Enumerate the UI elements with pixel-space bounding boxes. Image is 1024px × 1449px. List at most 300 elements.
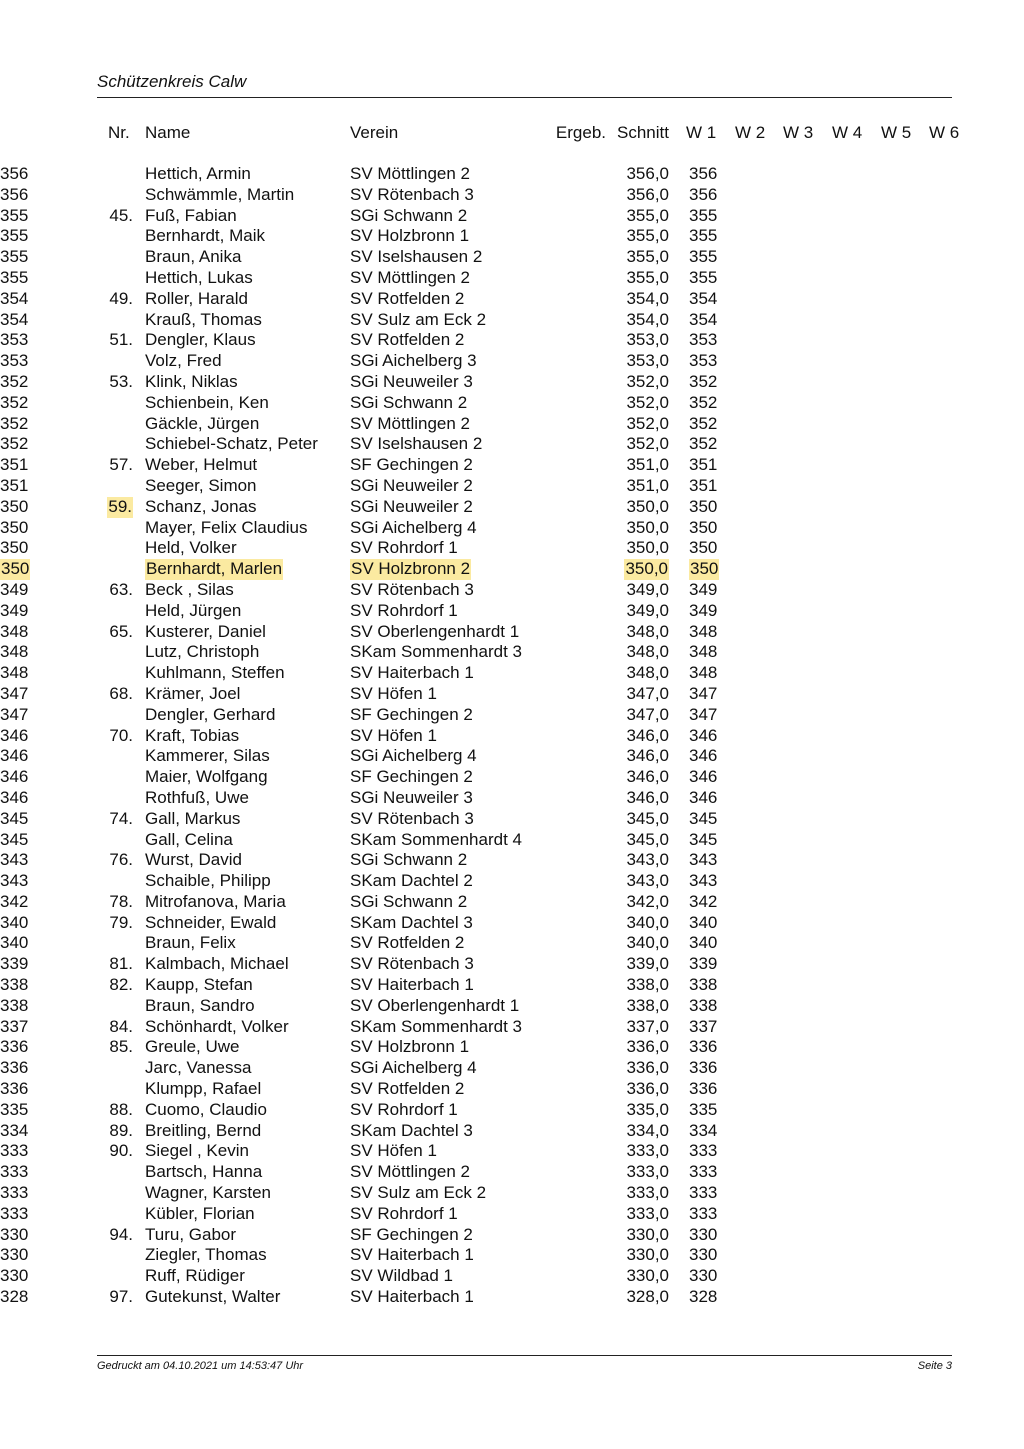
cell-ergeb: 328 — [0, 1287, 29, 1307]
cell-verein: SKam Sommenhardt 4 — [350, 829, 522, 849]
cell-name: Kalmbach, Michael — [145, 954, 289, 974]
cell-schnitt: 351,0 — [626, 455, 669, 475]
cell-ergeb: 356 — [0, 164, 29, 183]
cell-verein: SV Iselshausen 2 — [350, 434, 483, 454]
cell-name: Mayer, Felix Claudius — [145, 517, 308, 537]
cell-w1: 350 — [690, 559, 719, 579]
cell-schnitt: 330,0 — [626, 1224, 669, 1244]
table-row — [0, 1225, 1024, 1246]
cell-w1: 349 — [689, 600, 718, 620]
cell-ergeb: 339 — [0, 954, 29, 974]
cell-w1: 340 — [689, 912, 718, 932]
table-row — [0, 726, 1024, 747]
cell-name: Weber, Helmut — [145, 455, 258, 475]
cell-verein: SV Möttlingen 2 — [350, 164, 471, 183]
cell-ergeb: 337 — [0, 1016, 29, 1036]
cell-w1: 333 — [689, 1183, 718, 1203]
column-header-w5: W 5 — [881, 123, 912, 142]
cell-schnitt: 348,0 — [626, 642, 669, 662]
cell-verein: SV Oberlengenhardt 1 — [350, 995, 520, 1015]
cell-name: Klumpp, Rafael — [145, 1079, 262, 1099]
cell-schnitt: 355,0 — [626, 226, 669, 246]
cell-ergeb: 334 — [0, 1120, 29, 1140]
cell-verein: SF Gechingen 2 — [350, 704, 473, 724]
cell-schnitt: 347,0 — [626, 704, 669, 724]
table-row — [0, 164, 1024, 185]
cell-schnitt: 350,0 — [626, 517, 669, 537]
cell-name: Fuß, Fabian — [145, 205, 237, 225]
cell-ergeb: 346 — [0, 767, 29, 787]
cell-name: Wagner, Karsten — [145, 1183, 271, 1203]
cell-schnitt: 348,0 — [626, 663, 669, 683]
cell-verein: SF Gechingen 2 — [350, 455, 473, 475]
table-row — [0, 497, 1024, 518]
cell-name: Braun, Anika — [145, 247, 242, 267]
cell-verein: SV Möttlingen 2 — [350, 413, 471, 433]
cell-ergeb: 355 — [0, 247, 29, 267]
cell-schnitt: 347,0 — [626, 683, 669, 703]
column-header-w1: W 1 — [686, 123, 717, 142]
table-row — [0, 767, 1024, 788]
table-row — [0, 559, 1024, 580]
cell-name: Kaupp, Stefan — [145, 975, 253, 995]
cell-name: Hettich, Lukas — [145, 267, 253, 287]
table-row — [0, 663, 1024, 684]
cell-verein: SGi Neuweiler 3 — [350, 787, 473, 807]
cell-w1: 339 — [689, 954, 718, 974]
cell-name: Held, Volker — [145, 538, 237, 558]
cell-verein: SKam Sommenhardt 3 — [350, 642, 522, 662]
cell-w1: 351 — [689, 475, 718, 495]
cell-name: Beck , Silas — [145, 579, 234, 599]
cell-schnitt: 351,0 — [626, 475, 669, 495]
cell-verein: SV Haiterbach 1 — [350, 663, 474, 683]
cell-ergeb: 348 — [0, 642, 29, 662]
cell-name: Krauß, Thomas — [145, 309, 262, 329]
table-row — [0, 1141, 1024, 1162]
cell-w1: 347 — [689, 683, 718, 703]
table-row — [0, 975, 1024, 996]
cell-verein: SF Gechingen 2 — [350, 767, 473, 787]
cell-verein: SGi Aichelberg 4 — [350, 517, 477, 537]
cell-schnitt: 333,0 — [626, 1141, 669, 1161]
cell-name: Dengler, Gerhard — [145, 704, 276, 724]
cell-ergeb: 335 — [0, 1099, 29, 1119]
table-row — [0, 1121, 1024, 1142]
cell-schnitt: 338,0 — [626, 975, 669, 995]
table-row — [0, 1100, 1024, 1121]
cell-w1: 346 — [689, 767, 718, 787]
cell-name: Gutekunst, Walter — [145, 1287, 281, 1307]
cell-w1: 342 — [689, 891, 718, 911]
table-row — [0, 684, 1024, 705]
cell-ergeb: 355 — [0, 226, 29, 246]
table-row — [0, 830, 1024, 851]
cell-name: Breitling, Bernd — [145, 1120, 262, 1140]
cell-ergeb: 347 — [0, 683, 29, 703]
cell-schnitt: 345,0 — [626, 808, 669, 828]
cell-ergeb: 340 — [0, 933, 29, 953]
cell-name: Lutz, Christoph — [145, 642, 260, 662]
cell-schnitt: 355,0 — [626, 205, 669, 225]
cell-name: Bartsch, Hanna — [145, 1162, 263, 1182]
cell-w1: 352 — [689, 371, 718, 391]
cell-verein: SGi Schwann 2 — [350, 891, 468, 911]
cell-ergeb: 350 — [0, 517, 29, 537]
cell-schnitt: 356,0 — [626, 184, 669, 204]
cell-verein: SKam Sommenhardt 3 — [350, 1016, 522, 1036]
cell-w1: 354 — [689, 288, 718, 308]
cell-w1: 352 — [689, 392, 718, 412]
cell-name: Schwämmle, Martin — [145, 184, 295, 204]
cell-name: Volz, Fred — [145, 351, 222, 371]
cell-schnitt: 352,0 — [626, 392, 669, 412]
cell-nr: 68. — [109, 683, 133, 703]
table-row — [0, 913, 1024, 934]
cell-name: Rothfuß, Uwe — [145, 787, 249, 807]
cell-schnitt: 355,0 — [626, 267, 669, 287]
table-row — [0, 642, 1024, 663]
cell-verein: SV Iselshausen 2 — [350, 247, 483, 267]
table-row — [0, 871, 1024, 892]
cell-w1: 338 — [689, 995, 718, 1015]
cell-name: Kammerer, Silas — [145, 746, 270, 766]
cell-name: Klink, Niklas — [145, 371, 238, 391]
cell-schnitt: 333,0 — [626, 1203, 669, 1223]
cell-verein: SV Holzbronn 1 — [350, 226, 470, 246]
cell-schnitt: 346,0 — [626, 787, 669, 807]
cell-w1: 346 — [689, 725, 718, 745]
cell-name: Roller, Harald — [145, 288, 248, 308]
cell-verein: SV Sulz am Eck 2 — [350, 309, 487, 329]
cell-ergeb: 333 — [0, 1183, 29, 1203]
cell-verein: SV Holzbronn 1 — [350, 1037, 470, 1057]
table-row — [0, 434, 1024, 455]
table-header — [0, 123, 1024, 145]
table-row — [0, 933, 1024, 954]
cell-nr: 90. — [109, 1141, 133, 1161]
cell-nr: 51. — [109, 330, 133, 350]
cell-name: Schiebel-Schatz, Peter — [145, 434, 318, 454]
cell-ergeb: 345 — [0, 829, 29, 849]
print-timestamp: Gedruckt am 04.10.2021 um 14:53:47 Uhr — [97, 1360, 304, 1372]
table-row — [0, 788, 1024, 809]
cell-verein: SGi Schwann 2 — [350, 205, 468, 225]
cell-verein: SV Rohrdorf 1 — [350, 1099, 458, 1119]
cell-ergeb: 343 — [0, 871, 29, 891]
cell-w1: 333 — [689, 1203, 718, 1223]
column-header-name: Name — [145, 123, 191, 142]
table-row — [0, 954, 1024, 975]
cell-w1: 350 — [689, 496, 718, 516]
cell-schnitt: 356,0 — [626, 164, 669, 183]
cell-w1: 351 — [689, 455, 718, 475]
table-row — [0, 185, 1024, 206]
cell-name: Greule, Uwe — [145, 1037, 240, 1057]
table-row — [0, 705, 1024, 726]
cell-ergeb: 346 — [0, 746, 29, 766]
cell-ergeb: 350 — [0, 496, 29, 516]
cell-ergeb: 355 — [0, 267, 29, 287]
cell-nr: 88. — [109, 1099, 133, 1119]
cell-w1: 356 — [689, 164, 718, 183]
cell-w1: 343 — [689, 871, 718, 891]
cell-w1: 348 — [689, 642, 718, 662]
cell-nr: 94. — [109, 1224, 133, 1244]
cell-verein: SV Möttlingen 2 — [350, 267, 471, 287]
cell-nr: 49. — [109, 288, 133, 308]
table-row — [0, 580, 1024, 601]
cell-ergeb: 342 — [0, 891, 29, 911]
table-row — [0, 455, 1024, 476]
cell-schnitt: 333,0 — [626, 1162, 669, 1182]
cell-schnitt: 330,0 — [626, 1245, 669, 1265]
cell-name: Gall, Markus — [145, 808, 241, 828]
cell-name: Schaible, Philipp — [145, 871, 271, 891]
cell-w1: 340 — [689, 933, 718, 953]
table-row — [0, 351, 1024, 372]
cell-verein: SV Höfen 1 — [350, 725, 437, 745]
cell-verein: SKam Dachtel 3 — [350, 1120, 473, 1140]
table-row — [0, 289, 1024, 310]
cell-w1: 330 — [689, 1266, 718, 1286]
cell-verein: SV Rötenbach 3 — [350, 808, 474, 828]
cell-w1: 337 — [689, 1016, 718, 1036]
cell-name: Gall, Celina — [145, 829, 233, 849]
cell-name: Jarc, Vanessa — [145, 1058, 252, 1078]
cell-nr: 78. — [109, 891, 133, 911]
cell-ergeb: 349 — [0, 579, 29, 599]
cell-name: Turu, Gabor — [145, 1224, 237, 1244]
cell-schnitt: 349,0 — [626, 600, 669, 620]
cell-ergeb: 336 — [0, 1079, 29, 1099]
cell-schnitt: 340,0 — [626, 933, 669, 953]
cell-schnitt: 340,0 — [626, 912, 669, 932]
table-row — [0, 1204, 1024, 1225]
table-row — [0, 622, 1024, 643]
cell-ergeb: 347 — [0, 704, 29, 724]
cell-verein: SV Sulz am Eck 2 — [350, 1183, 487, 1203]
cell-name: Schönhardt, Volker — [145, 1016, 289, 1036]
cell-schnitt: 343,0 — [626, 871, 669, 891]
table-row — [0, 268, 1024, 289]
cell-name: Cuomo, Claudio — [145, 1099, 267, 1119]
cell-ergeb: 346 — [0, 787, 29, 807]
table-row — [0, 1079, 1024, 1100]
cell-ergeb: 351 — [0, 455, 29, 475]
cell-schnitt: 354,0 — [626, 309, 669, 329]
cell-ergeb: 340 — [0, 912, 29, 932]
cell-verein: SGi Neuweiler 3 — [350, 371, 473, 391]
column-header-ergeb: Ergeb. — [555, 123, 606, 142]
cell-name: Braun, Felix — [145, 933, 236, 953]
cell-ergeb: 354 — [0, 309, 29, 329]
cell-name: Schneider, Ewald — [145, 912, 277, 932]
cell-nr: 59. — [108, 496, 132, 516]
cell-schnitt: 328,0 — [626, 1287, 669, 1307]
table-row — [0, 518, 1024, 539]
table-row — [0, 996, 1024, 1017]
cell-ergeb: 352 — [0, 434, 29, 454]
column-header-nr: Nr. — [108, 123, 130, 142]
cell-nr: 65. — [109, 621, 133, 641]
cell-ergeb: 353 — [0, 351, 29, 371]
table-row — [0, 1287, 1024, 1308]
cell-w1: 330 — [689, 1245, 718, 1265]
footer-divider — [97, 1355, 952, 1356]
table-row — [0, 538, 1024, 559]
cell-ergeb: 349 — [0, 600, 29, 620]
cell-schnitt: 353,0 — [626, 330, 669, 350]
cell-ergeb: 353 — [0, 330, 29, 350]
cell-name: Krämer, Joel — [145, 683, 241, 703]
cell-name: Ziegler, Thomas — [145, 1245, 267, 1265]
cell-verein: SV Höfen 1 — [350, 1141, 437, 1161]
table-row — [0, 393, 1024, 414]
cell-ergeb: 336 — [0, 1058, 29, 1078]
cell-verein: SV Rohrdorf 1 — [350, 538, 458, 558]
cell-verein: SV Rötenbach 3 — [350, 184, 474, 204]
table-row — [0, 850, 1024, 871]
cell-ergeb: 333 — [0, 1162, 29, 1182]
table-row — [0, 247, 1024, 268]
cell-verein: SV Möttlingen 2 — [350, 1162, 471, 1182]
cell-name: Braun, Sandro — [145, 995, 255, 1015]
cell-name: Schanz, Jonas — [145, 496, 257, 516]
cell-schnitt: 352,0 — [626, 371, 669, 391]
cell-name: Kübler, Florian — [145, 1203, 255, 1223]
cell-schnitt: 349,0 — [626, 579, 669, 599]
cell-schnitt: 348,0 — [626, 621, 669, 641]
cell-schnitt: 336,0 — [626, 1058, 669, 1078]
cell-w1: 343 — [689, 850, 718, 870]
cell-w1: 346 — [689, 787, 718, 807]
cell-ergeb: 333 — [0, 1203, 29, 1223]
cell-nr: 70. — [109, 725, 133, 745]
cell-name: Held, Jürgen — [145, 600, 242, 620]
cell-schnitt: 336,0 — [626, 1037, 669, 1057]
cell-ergeb: 352 — [0, 413, 29, 433]
table-row — [0, 414, 1024, 435]
cell-nr: 74. — [109, 808, 133, 828]
cell-schnitt: 346,0 — [626, 746, 669, 766]
cell-w1: 333 — [689, 1141, 718, 1161]
cell-w1: 333 — [689, 1162, 718, 1182]
cell-w1: 346 — [689, 746, 718, 766]
table-row — [0, 1245, 1024, 1266]
cell-nr: 63. — [109, 579, 133, 599]
cell-name: Gäckle, Jürgen — [145, 413, 260, 433]
table-row — [0, 1162, 1024, 1183]
cell-verein: SV Rotfelden 2 — [350, 330, 465, 350]
cell-verein: SGi Schwann 2 — [350, 392, 468, 412]
column-header-schnitt: Schnitt — [617, 123, 669, 142]
cell-w1: 328 — [689, 1287, 718, 1307]
cell-ergeb: 354 — [0, 288, 29, 308]
cell-w1: 352 — [689, 413, 718, 433]
cell-nr: 57. — [109, 455, 133, 475]
page-number: Seite 3 — [917, 1360, 952, 1372]
cell-verein: SV Haiterbach 1 — [350, 1245, 474, 1265]
table-row — [0, 226, 1024, 247]
cell-w1: 348 — [689, 621, 718, 641]
cell-w1: 356 — [689, 184, 718, 204]
cell-ergeb: 345 — [0, 808, 29, 828]
cell-schnitt: 352,0 — [626, 434, 669, 454]
table-row — [0, 809, 1024, 830]
table-row — [0, 310, 1024, 331]
cell-w1: 336 — [689, 1037, 718, 1057]
cell-ergeb: 330 — [0, 1266, 29, 1286]
cell-verein: SV Rohrdorf 1 — [350, 600, 458, 620]
cell-w1: 338 — [689, 975, 718, 995]
cell-nr: 97. — [109, 1287, 133, 1307]
cell-w1: 353 — [689, 351, 718, 371]
header-divider — [97, 97, 952, 98]
cell-schnitt: 350,0 — [626, 496, 669, 516]
cell-schnitt: 343,0 — [626, 850, 669, 870]
cell-verein: SV Rotfelden 2 — [350, 1079, 465, 1099]
cell-schnitt: 354,0 — [626, 288, 669, 308]
cell-nr: 85. — [109, 1037, 133, 1057]
cell-name: Bernhardt, Marlen — [146, 559, 283, 579]
cell-verein: SV Rötenbach 3 — [350, 954, 474, 974]
cell-verein: SV Höfen 1 — [350, 683, 437, 703]
table-row — [0, 892, 1024, 913]
cell-schnitt: 334,0 — [626, 1120, 669, 1140]
cell-w1: 352 — [689, 434, 718, 454]
cell-w1: 354 — [689, 309, 718, 329]
cell-w1: 353 — [689, 330, 718, 350]
cell-verein: SV Rohrdorf 1 — [350, 1203, 458, 1223]
table-row — [0, 1058, 1024, 1079]
cell-verein: SV Haiterbach 1 — [350, 1287, 474, 1307]
cell-schnitt: 337,0 — [626, 1016, 669, 1036]
cell-schnitt: 345,0 — [626, 829, 669, 849]
table-row — [0, 1266, 1024, 1287]
cell-ergeb: 330 — [0, 1224, 29, 1244]
cell-name: Seeger, Simon — [145, 475, 257, 495]
table-row — [0, 372, 1024, 393]
cell-w1: 336 — [689, 1079, 718, 1099]
cell-verein: SF Gechingen 2 — [350, 1224, 473, 1244]
cell-verein: SGi Schwann 2 — [350, 850, 468, 870]
cell-verein: SGi Aichelberg 4 — [350, 1058, 477, 1078]
table-row — [0, 206, 1024, 227]
cell-schnitt: 338,0 — [626, 995, 669, 1015]
column-header-w6: W 6 — [929, 123, 960, 142]
cell-schnitt: 346,0 — [626, 725, 669, 745]
cell-ergeb: 356 — [0, 184, 29, 204]
cell-name: Schienbein, Ken — [145, 392, 269, 412]
cell-nr: 81. — [109, 954, 133, 974]
cell-verein: SGi Aichelberg 4 — [350, 746, 477, 766]
cell-w1: 350 — [689, 538, 718, 558]
cell-ergeb: 351 — [0, 475, 29, 495]
cell-verein: SGi Neuweiler 2 — [350, 496, 473, 516]
table-row — [0, 1183, 1024, 1204]
cell-ergeb: 343 — [0, 850, 29, 870]
cell-schnitt: 346,0 — [626, 767, 669, 787]
cell-name: Maier, Wolfgang — [145, 767, 268, 787]
cell-verein: SV Rotfelden 2 — [350, 933, 465, 953]
cell-verein: SGi Neuweiler 2 — [350, 475, 473, 495]
table-row — [0, 330, 1024, 351]
page-title: Schützenkreis Calw — [97, 72, 247, 91]
cell-nr: 79. — [109, 912, 133, 932]
cell-w1: 336 — [689, 1058, 718, 1078]
table-row — [0, 1037, 1024, 1058]
